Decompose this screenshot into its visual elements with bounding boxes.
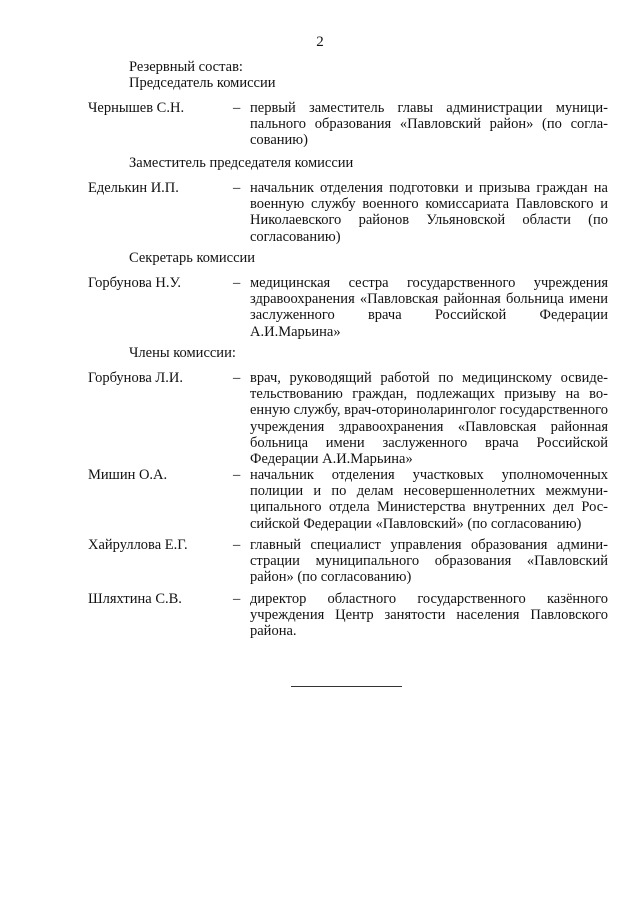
page-number: 2 bbox=[316, 34, 324, 50]
section-heading-secretary: Секретарь комиссии bbox=[129, 250, 256, 266]
member-description: начальник отделения участковых уполномоченных полиции и по делам несовершеннолетних межмуниципального отдела Министерства внутренних дел Российской Федерации «Павловский» (по согласованию) bbox=[250, 467, 608, 532]
dash-separator: – bbox=[233, 370, 241, 386]
member-description: главный специалист управления образования администрации муниципального образования «Павловский район» (по согласованию) bbox=[250, 537, 608, 586]
dash-separator: – bbox=[233, 591, 241, 607]
member-description: врач, руководящий работой по медицинскому освидетельствованию граждан, подлежащих призыву на военную службу, врач-оториноларинголог государственного учреждения здравоохранения «Павловская районная больница имени заслуженного врача Российской Федерации А.И.Марьина» bbox=[250, 370, 609, 468]
member-description: директор областного государственного казённого учреждения Центр занятости населения Павловского района. bbox=[250, 591, 608, 640]
reserve-heading: Резервный состав: bbox=[129, 59, 243, 75]
member-name: Мишин О.А. bbox=[88, 467, 168, 483]
section-heading-deputy: Заместитель председателя комиссии bbox=[129, 155, 354, 171]
dash-separator: – bbox=[233, 180, 241, 196]
member-name: Хайруллова Е.Г. bbox=[88, 537, 188, 553]
dash-separator: – bbox=[233, 537, 241, 553]
member-description: начальник отделения подготовки и призыва граждан на военную службу военного комиссариата Павловского и Николаевского районов Ульяновской области (по согласованию) bbox=[250, 180, 608, 245]
section-heading-members: Члены комиссии: bbox=[129, 345, 236, 361]
section-heading-chairman: Председатель комиссии bbox=[129, 75, 276, 91]
member-name: Горбунова Н.У. bbox=[88, 275, 182, 291]
member-description: медицинская сестра государственного учреждения здравоохранения «Павловская районная больница имени заслуженного врача Российской Федерации А.И.Марьина» bbox=[250, 275, 608, 340]
member-name: Шляхтина С.В. bbox=[88, 591, 182, 607]
dash-separator: – bbox=[233, 100, 241, 116]
dash-separator: – bbox=[233, 275, 241, 291]
dash-separator: – bbox=[233, 467, 241, 483]
member-name: Горбунова Л.И. bbox=[88, 370, 183, 386]
end-divider bbox=[291, 686, 402, 687]
member-name: Чернышев С.Н. bbox=[88, 100, 185, 116]
member-description: первый заместитель главы администрации муниципального образования «Павловский район» (по согласованию) bbox=[250, 100, 608, 149]
member-name: Еделькин И.П. bbox=[88, 180, 179, 196]
